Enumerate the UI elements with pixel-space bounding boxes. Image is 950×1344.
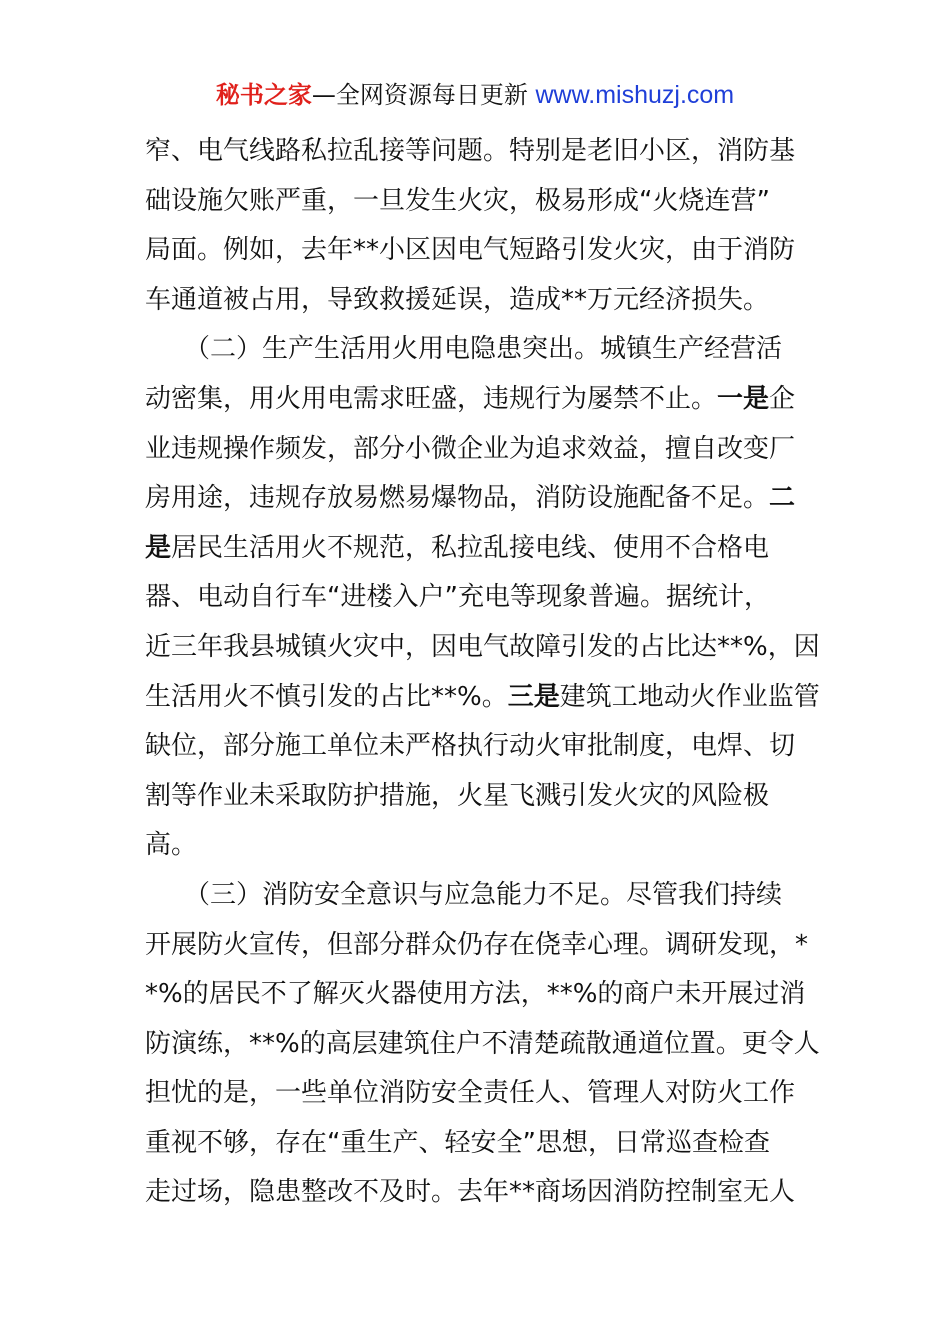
text-line: [145, 573, 810, 623]
text-segment: 缺位，部分施工单位未严格执行动火审批制度，电焊、切: [145, 731, 796, 762]
text-line: [145, 524, 810, 574]
text-line: [145, 425, 810, 475]
text-line: [145, 722, 810, 772]
text-line: [145, 921, 810, 971]
text-line: [145, 772, 810, 822]
text-line: [145, 673, 820, 723]
text-segment: 割等作业未采取防护措施，火星飞溅引发火灾的风险极: [145, 780, 770, 811]
text-line: [145, 177, 810, 227]
text-line: [145, 226, 810, 276]
text-segment: 器、电动自行车“进楼入户”充电等现象普遍。据统计，: [145, 582, 770, 613]
text-line: [145, 821, 810, 871]
text-segment: 生活用火不慎引发的占比**%。: [145, 681, 508, 712]
text-line: [145, 1119, 810, 1169]
text-line: [145, 375, 810, 425]
text-segment: 业违规操作频发，部分小微企业为追求效益，擅自改变厂: [145, 433, 796, 464]
site-url-link[interactable]: www.mishuzj.com: [535, 81, 735, 109]
emphasis-text: 三是: [507, 681, 560, 712]
text-segment: 走过场，隐患整改不及时。去年**商场因消防控制室无人: [145, 1177, 796, 1208]
text-segment: *%的居民不了解灭火器使用方法，**%的商户未开展过消: [145, 979, 806, 1010]
site-brand: 秘书之家: [215, 81, 312, 109]
text-segment: （三）消防安全意识与应急能力不足。尽管我们持续: [145, 879, 783, 910]
text-line: [145, 276, 810, 326]
text-segment: 础设施欠账严重，一旦发生火灾，极易形成“火烧连营”: [145, 185, 770, 216]
text-line: [145, 871, 810, 921]
text-segment: 车通道被占用，导致救援延误，造成**万元经济损失。: [145, 284, 770, 315]
document-body: [145, 127, 820, 1218]
text-segment: 动密集，用火用电需求旺盛，违规行为屡禁不止。: [145, 383, 718, 414]
emphasis-text: 二: [769, 483, 796, 514]
text-segment: 房用途，违规存放易燃易爆物品，消防设施配备不足。: [145, 483, 770, 514]
text-line: [145, 474, 810, 524]
text-segment: 局面。例如，去年**小区因电气短路引发火灾，由于消防: [145, 235, 796, 266]
text-segment: 担忧的是，一些单位消防安全责任人、管理人对防火工作: [145, 1078, 796, 1109]
text-segment: 高。: [145, 830, 198, 861]
text-segment: 窄、电气线路私拉乱接等问题。特别是老旧小区，消防基: [145, 136, 796, 166]
emphasis-text: 一是: [717, 383, 770, 414]
text-segment: 建筑工地动火作业监管: [559, 681, 820, 712]
text-line: [145, 1020, 820, 1070]
text-line: [145, 325, 810, 375]
site-tagline: —全网资源每日更新: [311, 81, 536, 109]
text-segment: 重视不够，存在“重生产、轻安全”思想，日常巡查检查: [145, 1127, 770, 1158]
text-segment: 近三年我县城镇火灾中，因电气故障引发的占比达**%，因: [145, 631, 820, 662]
text-line: [145, 127, 810, 177]
text-segment: 开展防火宣传，但部分群众仍存在侥幸心理。调研发现，*: [145, 929, 809, 960]
text-segment: 居民生活用火不规范，私拉乱接电线、使用不合格电: [171, 532, 770, 563]
site-header: [0, 78, 950, 112]
text-line: [145, 1069, 810, 1119]
text-segment: 企: [769, 383, 796, 414]
text-line: [145, 623, 820, 673]
emphasis-text: 是: [145, 532, 172, 563]
text-line: [145, 970, 810, 1020]
text-line: [145, 1168, 810, 1218]
text-segment: （二）生产生活用火用电隐患突出。城镇生产经营活: [145, 334, 783, 365]
text-segment: 防演练，**%的高层建筑住户不清楚疏散通道位置。更令人: [145, 1028, 820, 1059]
